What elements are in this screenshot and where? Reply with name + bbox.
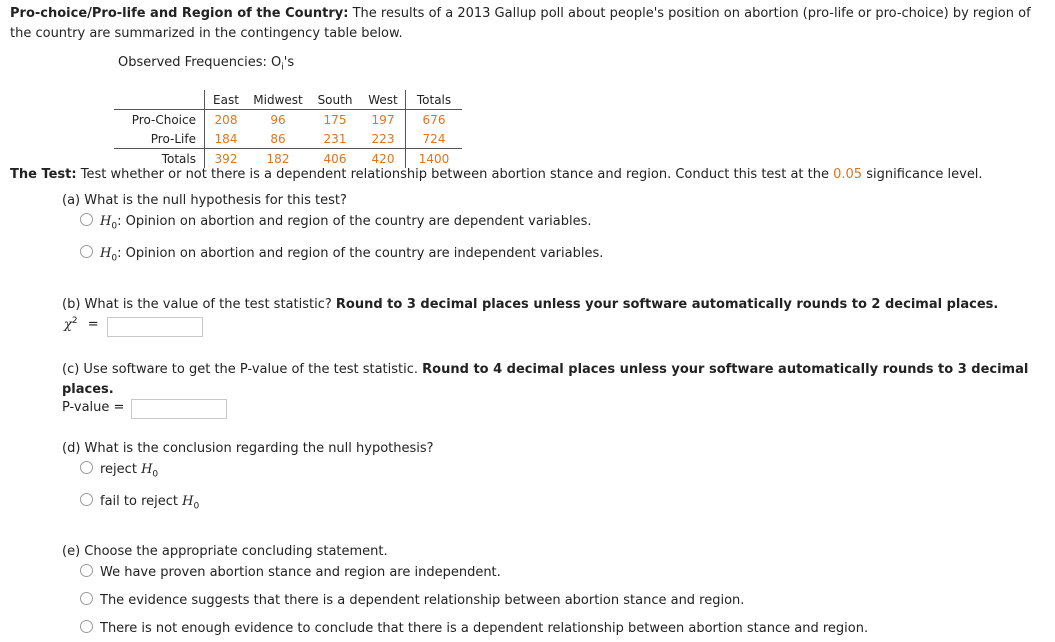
radio-button[interactable] xyxy=(80,245,93,258)
column-total: 420 xyxy=(371,151,395,166)
radio-button[interactable] xyxy=(80,493,93,506)
table-cell: 223 xyxy=(371,131,395,146)
test-label: The Test: xyxy=(10,167,77,182)
contingency-table xyxy=(114,90,462,168)
h0-symbol: H xyxy=(141,462,153,477)
question-c xyxy=(62,360,1042,400)
header-west: West xyxy=(368,92,398,107)
table-row xyxy=(114,129,462,149)
h0-sub: 0 xyxy=(193,501,200,512)
h0-symbol: H xyxy=(100,214,112,229)
header-corner xyxy=(114,90,205,110)
option-label: : Opinion on abortion and region of the country are independent variables. xyxy=(117,246,604,261)
chi-sup: 2 xyxy=(71,316,78,326)
table-cell: 208 xyxy=(205,110,248,130)
table-cell: 86 xyxy=(270,131,286,146)
caption-sub: i xyxy=(281,62,284,73)
option-label: fail to reject xyxy=(100,494,178,509)
grand-total: 1400 xyxy=(406,149,463,169)
row-label: Pro-Life xyxy=(150,131,196,146)
table-cell: 96 xyxy=(270,112,286,127)
option-reject[interactable] xyxy=(80,461,158,480)
table-cell: 231 xyxy=(323,131,347,146)
table-row-totals xyxy=(114,149,462,169)
chi-square-label xyxy=(64,316,99,332)
problem-intro xyxy=(10,4,1050,44)
option-fail-to-reject[interactable] xyxy=(80,493,199,512)
question-a: (a) What is the null hypothesis for this test? xyxy=(62,193,347,208)
radio-button[interactable] xyxy=(80,461,93,474)
chi-symbol: χ xyxy=(64,317,72,333)
table-cell: 184 xyxy=(205,129,248,149)
option-label: : Opinion on abortion and region of the country are dependent variables. xyxy=(117,214,592,229)
option-a-independent[interactable] xyxy=(80,245,603,264)
test-text: Test whether or not there is a dependent relationship between abortion stance and region. Conduct this test at the xyxy=(80,167,829,182)
row-total: 724 xyxy=(406,129,463,149)
caption-suffix: 's xyxy=(283,55,295,70)
problem-text: The results of a 2013 Gallup poll about people's position on abortion (pro-life or pro-choice) by region of the country are summarized in the contingency table below. xyxy=(10,6,1031,41)
radio-button[interactable] xyxy=(80,620,93,633)
caption-text: Observed Frequencies: O xyxy=(118,55,282,70)
row-total: 676 xyxy=(406,110,463,130)
question-c-instruction: Round to 4 decimal places unless your software automatically rounds to 3 decimal places. xyxy=(62,362,1029,397)
option-label: We have proven abortion stance and region are independent. xyxy=(100,565,501,580)
p-value-input[interactable] xyxy=(131,399,227,419)
table-header-row xyxy=(114,90,462,110)
column-total: 182 xyxy=(266,151,290,166)
row-label: Pro-Choice xyxy=(131,112,196,127)
option-e-3[interactable] xyxy=(80,620,868,636)
header-south: South xyxy=(317,92,353,107)
question-b-instruction: Round to 3 decimal places unless your software automatically rounds to 2 decimal places. xyxy=(335,297,999,312)
header-midwest: Midwest xyxy=(253,92,303,107)
table-row xyxy=(114,110,462,130)
option-e-2[interactable] xyxy=(80,592,744,608)
test-statement xyxy=(10,167,983,182)
radio-button[interactable] xyxy=(80,592,93,605)
table-caption xyxy=(118,55,294,73)
alpha-value: 0.05 xyxy=(833,167,863,182)
h0-sub: 0 xyxy=(111,253,118,264)
problem-title: Pro-choice/Pro-life and Region of the Country: xyxy=(10,6,349,21)
h0-sub: 0 xyxy=(111,221,118,232)
option-a-dependent[interactable] xyxy=(80,213,592,232)
h0-sub: 0 xyxy=(152,469,159,480)
equals-sign: = xyxy=(87,317,99,333)
option-e-1[interactable] xyxy=(80,564,501,580)
option-label: reject xyxy=(100,462,137,477)
radio-button[interactable] xyxy=(80,213,93,226)
question-b xyxy=(62,297,998,312)
radio-button[interactable] xyxy=(80,564,93,577)
question-c-text: (c) Use software to get the P-value of the test statistic. xyxy=(62,362,419,377)
row-label: Totals xyxy=(161,151,196,166)
option-label: The evidence suggests that there is a dependent relationship between abortion stance and region. xyxy=(100,593,745,608)
table-cell: 197 xyxy=(371,112,395,127)
column-total: 406 xyxy=(323,151,347,166)
h0-symbol: H xyxy=(100,246,112,261)
question-d: (d) What is the conclusion regarding the null hypothesis? xyxy=(62,441,434,456)
header-east: East xyxy=(205,90,248,110)
question-e: (e) Choose the appropriate concluding statement. xyxy=(62,544,388,559)
column-total: 392 xyxy=(205,149,248,169)
header-totals: Totals xyxy=(406,90,463,110)
question-b-text: (b) What is the value of the test statistic? xyxy=(62,297,332,312)
table-cell: 175 xyxy=(323,112,347,127)
chi-square-input[interactable] xyxy=(107,317,203,337)
option-label: There is not enough evidence to conclude that there is a dependent relationship between abortion stance and region. xyxy=(100,621,869,636)
h0-symbol: H xyxy=(182,494,194,509)
p-value-label: P-value = xyxy=(62,400,125,415)
test-text-end: significance level. xyxy=(866,167,983,182)
